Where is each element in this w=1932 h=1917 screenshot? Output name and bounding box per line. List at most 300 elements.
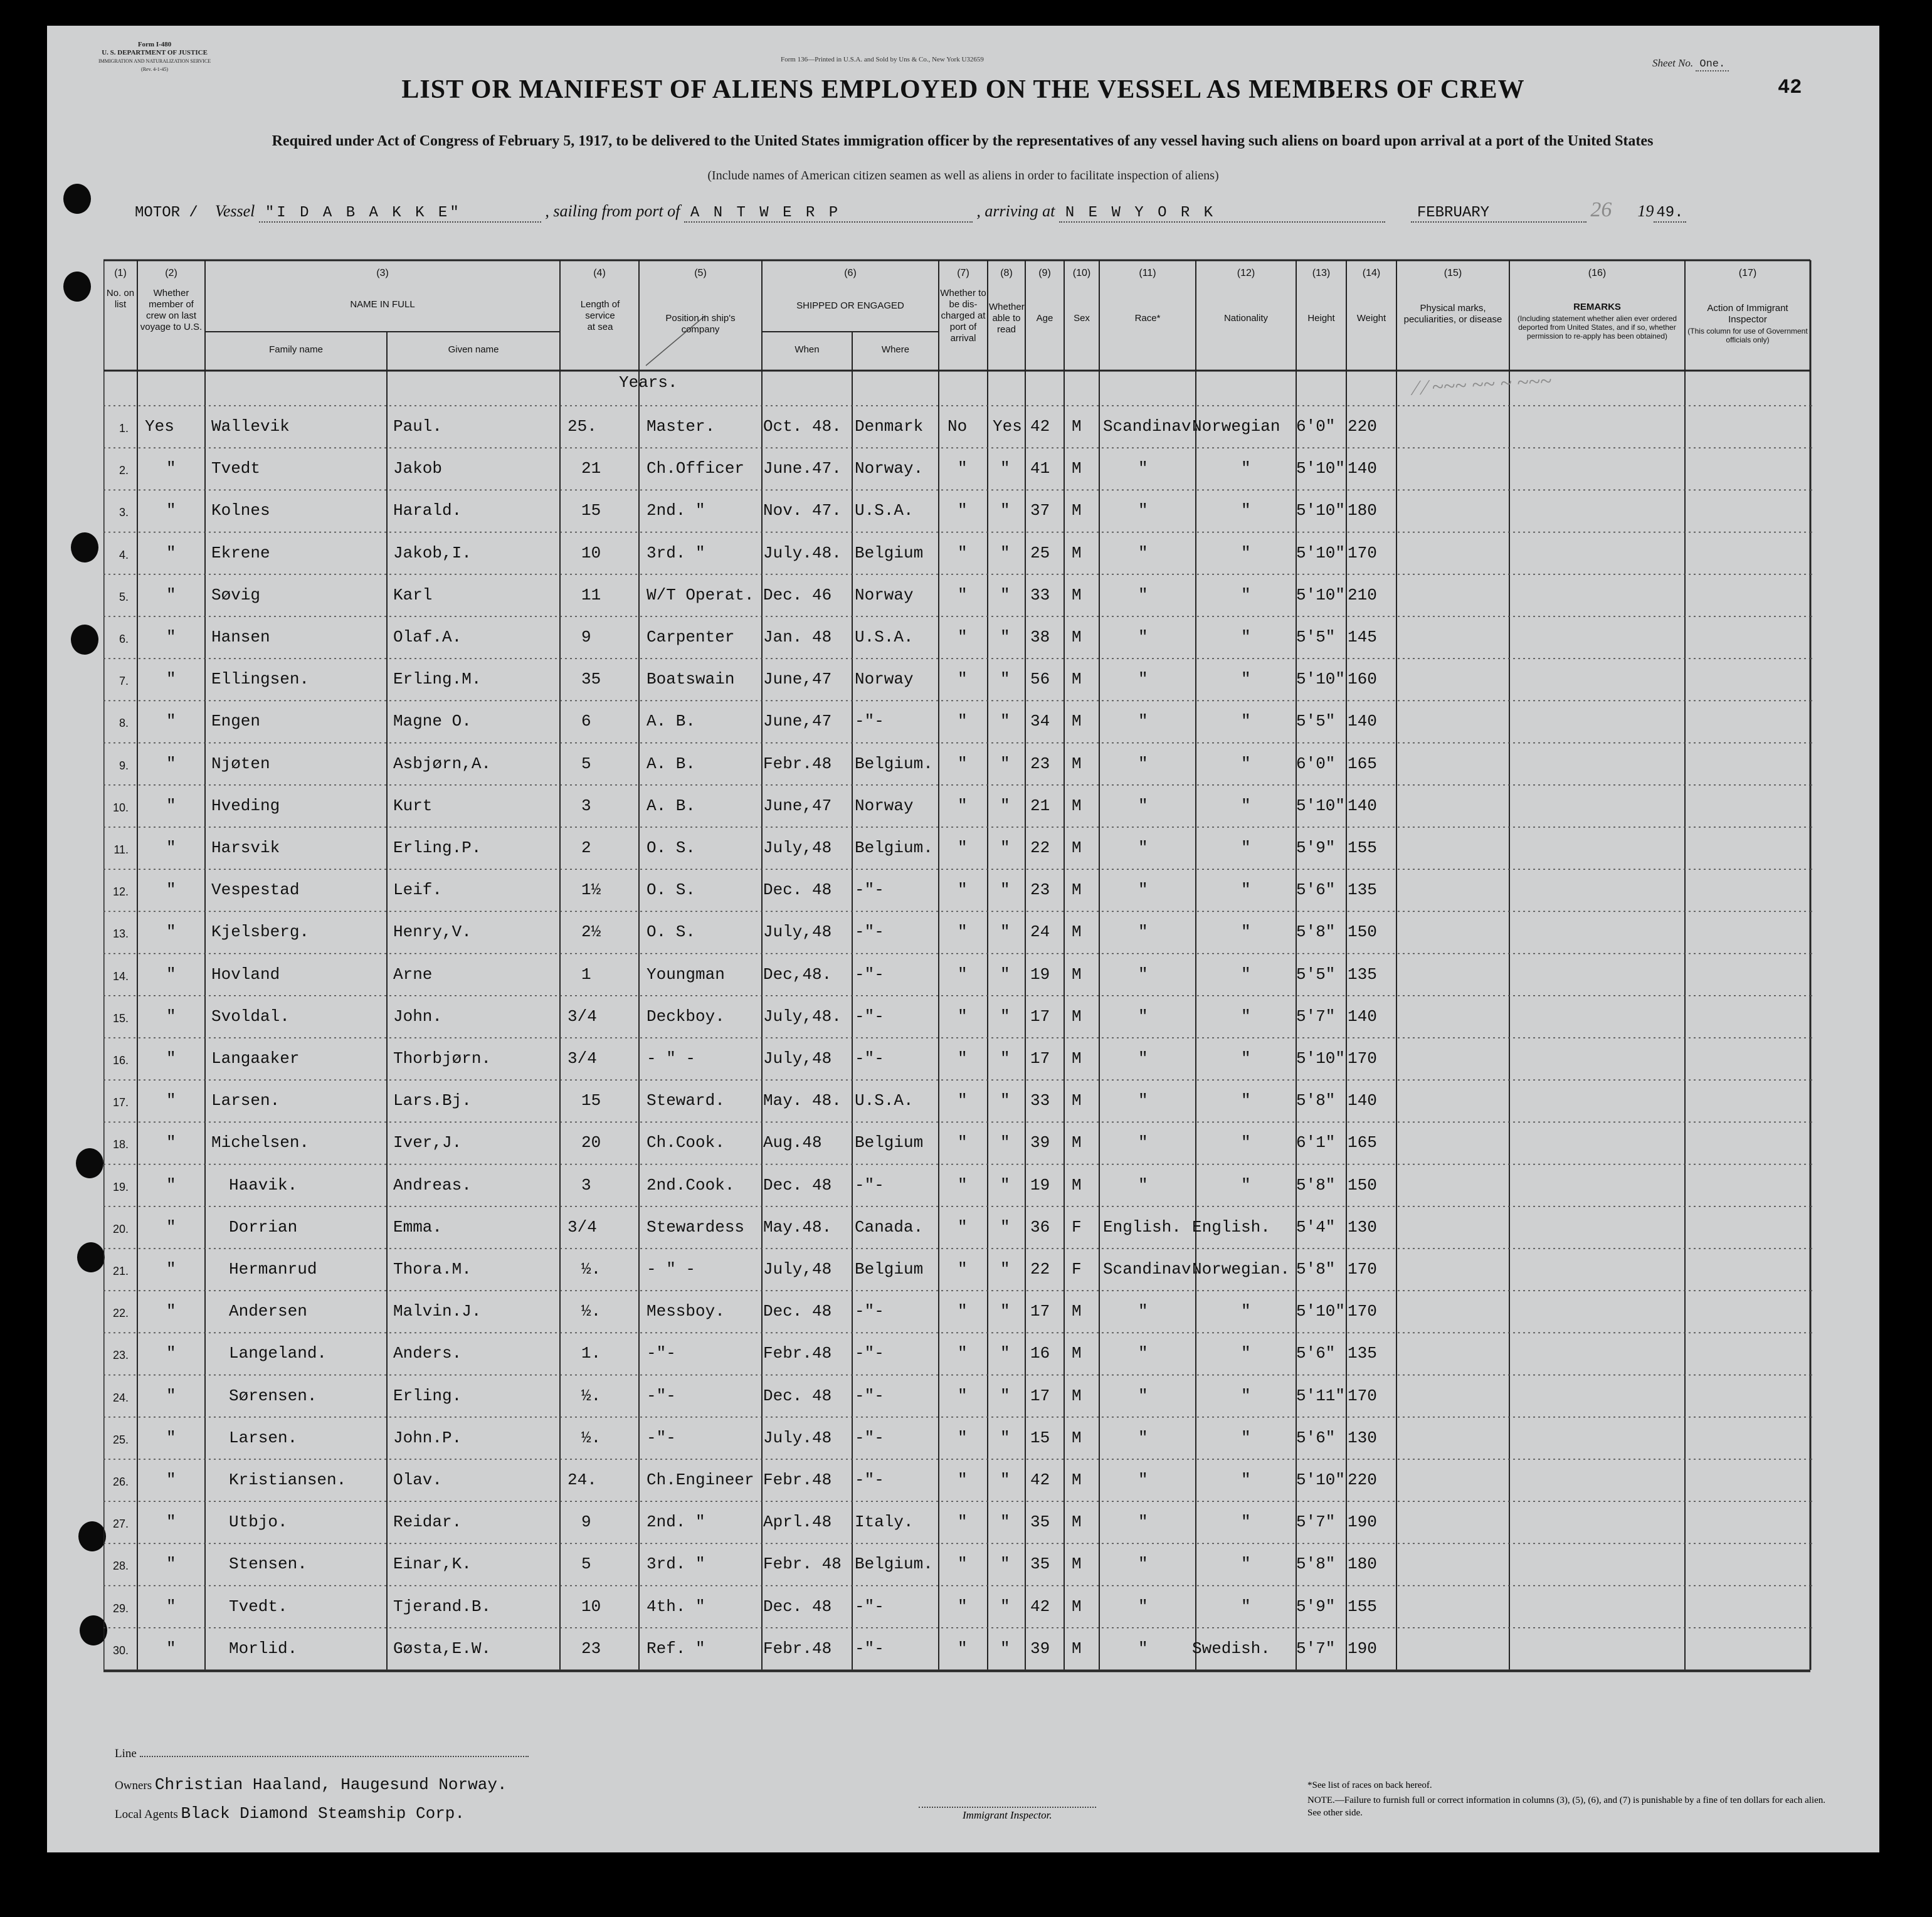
weight-cell: 155 [1348,838,1377,857]
row-number: 27. [112,1518,129,1531]
height-cell: 5'8" [1296,922,1336,942]
able-to-read-cell: " [1000,1006,1010,1026]
family-name-cell: Utbjo. [229,1513,288,1532]
height-cell: 5'10" [1296,585,1346,605]
row-number: 5. [119,590,129,603]
col-number: (16) [1588,268,1607,278]
position-cell: 2nd. " [647,1513,705,1532]
weight-cell: 130 [1348,1217,1377,1237]
owners-label: Owners [115,1779,152,1792]
height-cell: 5'5" [1296,964,1336,984]
position-cell: Carpenter [647,628,735,647]
inspector-signature-line: Immigrant Inspector. [919,1807,1096,1823]
race-cell: " [1138,501,1148,520]
weight-cell: 130 [1348,1428,1377,1447]
shipped-when-cell: Febr. 48 [763,1555,842,1574]
age-cell: 33 [1030,1091,1050,1111]
family-name-cell: Tvedt [211,459,261,478]
able-to-read-cell: " [1000,1133,1010,1153]
age-cell: 15 [1030,1428,1050,1447]
sex-cell: M [1072,1513,1082,1532]
row-number: 15. [112,1011,129,1025]
to-be-discharged-cell: " [958,964,968,984]
able-to-read-cell: " [1000,1471,1010,1489]
row-number: 28. [112,1560,129,1573]
shipped-when-cell: June,47 [763,712,832,731]
crew-table [103,234,1822,1751]
nationality-cell: " [1241,964,1251,984]
weight-cell: 170 [1348,1049,1377,1068]
shipped-where-cell: Belgium [855,543,924,562]
nationality-cell: " [1241,1471,1251,1489]
family-name-cell: Stensen. [229,1555,307,1574]
shipped-when-cell: Dec. 48 [763,880,832,900]
owners-value: Christian Haaland, Haugesund Norway. [154,1775,507,1794]
arriving-label: , arriving at [976,202,1055,220]
nationality-cell: " [1241,922,1251,942]
position-cell: A. B. [647,712,696,731]
row-number: 3. [119,506,129,519]
agents-label: Local Agents [115,1808,178,1821]
arrival-month: FEBRUARY [1411,204,1586,223]
weight-cell: 135 [1348,880,1377,900]
given-name-cell: Reidar. [393,1513,462,1532]
shipped-where-cell: Belgium [855,1133,924,1153]
age-cell: 42 [1030,1471,1050,1489]
sheet-value: One. [1696,58,1729,71]
position-cell: A. B. [647,754,696,773]
race-cell: " [1138,880,1148,900]
race-cell: " [1138,1639,1148,1658]
sex-cell: M [1072,1344,1082,1363]
given-name-cell: Thorbjørn. [393,1049,492,1068]
family-name-cell: Haavik. [229,1175,298,1195]
race-cell: " [1138,838,1148,857]
service-length-cell: ½. [581,1386,601,1405]
shipped-where-cell: -"- [855,1006,884,1026]
race-cell: " [1138,1471,1148,1489]
given-name-cell: Jakob,I. [393,543,472,562]
position-cell: Messboy. [647,1302,725,1321]
shipped-where-cell: -"- [855,922,884,942]
member-last-voyage-cell: " [166,628,176,647]
shipped-when-cell: Dec. 48 [763,1175,832,1195]
to-be-discharged-cell: " [958,1006,968,1026]
age-cell: 16 [1030,1344,1050,1363]
member-last-voyage-cell: " [166,1513,176,1532]
height-cell: 5'10" [1296,543,1346,562]
header-where: Where [881,344,910,355]
age-cell: 35 [1030,1513,1050,1532]
age-cell: 39 [1030,1133,1050,1153]
pencil-annotation: ⁄ ⁄ ~~~ ~~ ~ ~~~ [1413,369,1553,400]
row-number: 6. [119,633,129,645]
row-number: 8. [119,717,129,730]
to-be-discharged-cell: " [958,1344,968,1363]
age-cell: 22 [1030,1260,1050,1279]
row-number: 4. [119,548,129,561]
to-be-discharged-cell: " [958,754,968,773]
to-be-discharged-cell: " [958,1049,968,1068]
member-last-voyage-cell: " [166,1175,176,1195]
family-name-cell: Langaaker [211,1049,300,1068]
header-position: Position in ship's company [665,313,736,335]
member-last-voyage-cell: " [166,585,176,605]
service-length-cell: 3 [581,796,591,815]
document-subnote: (Include names of American citizen seamen as well as aliens in order to facilitate inspection of aliens) [707,169,1219,182]
weight-cell: 140 [1348,1091,1377,1111]
col-number: (15) [1444,268,1462,278]
col-number: (7) [957,268,969,278]
row-number: 30. [112,1644,129,1657]
shipped-when-cell: Dec. 48 [763,1597,832,1616]
race-cell: " [1138,1513,1148,1532]
row-number: 13. [112,927,129,941]
document-subtitle: Required under Act of Congress of February 5, 1917, to be delivered to the United States immigration officer by the representatives of any vessel having such aliens on board upon arrival at a port of the United States [272,133,1654,149]
height-cell: 6'0" [1296,754,1336,773]
age-cell: 19 [1030,964,1050,984]
to-be-discharged-cell: " [958,1302,968,1321]
nationality-cell: " [1241,670,1251,689]
nationality-cell: " [1241,754,1251,773]
sex-cell: M [1072,1386,1082,1405]
service-length-cell: 9 [581,628,591,647]
position-cell: - " - [647,1260,696,1279]
able-to-read-cell: " [1000,1386,1010,1405]
row-number: 23. [112,1349,129,1362]
header-action-detail: (This column for use of Government officials only) [1687,327,1808,344]
shipped-when-cell: Aug.48 [763,1133,822,1153]
to-be-discharged-cell: " [958,1513,968,1532]
header-action: Action of Immigrant Inspector [1707,303,1788,325]
shipped-where-cell: -"- [855,1175,884,1195]
sex-cell: M [1072,880,1082,900]
shipped-where-cell: -"- [855,712,884,731]
service-length-cell: 15 [581,501,601,520]
family-name-cell: Søvig [211,585,261,605]
penalty-note: NOTE.—Failure to furnish full or correct information in columns (3), (5), (6), and (7) is punishable by a fine of ten dollars for each alien. See other side. [1307,1795,1826,1818]
service-length-cell: 23 [581,1639,601,1658]
age-cell: 39 [1030,1639,1050,1658]
age-cell: 19 [1030,1175,1050,1195]
age-cell: 25 [1030,543,1050,562]
family-name-cell: Dorrian [229,1217,298,1237]
nationality-cell: English. [1192,1217,1270,1237]
member-last-voyage-cell: " [166,1555,176,1574]
position-cell: Boatswain [647,670,735,689]
position-cell: 2nd. " [647,501,705,520]
race-cell: " [1138,1428,1148,1447]
member-last-voyage-cell: " [166,670,176,689]
shipped-where-cell: -"- [855,1049,884,1068]
given-name-cell: Olaf.A. [393,628,462,647]
able-to-read-cell: " [1000,1175,1010,1195]
shipped-when-cell: Jan. 48 [763,628,832,647]
given-name-cell: Kurt [393,796,433,815]
member-last-voyage-cell: " [166,1428,176,1447]
weight-cell: 140 [1348,712,1377,731]
form-identifier [98,41,211,73]
given-name-cell: Gøsta,E.W. [393,1639,492,1658]
age-cell: 17 [1030,1049,1050,1068]
nationality-cell: " [1241,459,1251,478]
weight-cell: 180 [1348,501,1377,520]
sex-cell: M [1072,922,1082,942]
weight-cell: 180 [1348,1555,1377,1574]
given-name-cell: Iver,J. [393,1133,462,1153]
sex-cell: M [1072,1049,1082,1068]
col-number: (13) [1312,268,1331,278]
position-cell: 3rd. " [647,543,705,562]
able-to-read-cell: " [1000,585,1010,605]
height-cell: 5'6" [1296,880,1336,900]
shipped-where-cell: -"- [855,964,884,984]
family-name-cell: Michelsen. [211,1133,310,1153]
given-name-cell: Einar,K. [393,1555,472,1574]
vessel-line [135,198,1686,223]
sex-cell: M [1072,1091,1082,1111]
nationality-cell: " [1241,1133,1251,1153]
race-cell: " [1138,670,1148,689]
age-cell: 36 [1030,1217,1050,1237]
to-be-discharged-cell: " [958,1386,968,1405]
shipped-where-cell: -"- [855,1344,884,1363]
given-name-cell: Henry,V. [393,922,472,942]
shipped-when-cell: Febr.48 [763,1639,832,1658]
nationality-cell: " [1241,1175,1251,1195]
service-length-cell: 10 [581,543,601,562]
race-cell: " [1138,1555,1148,1574]
race-cell: " [1138,1344,1148,1363]
shipped-where-cell: -"- [855,1302,884,1321]
service-length-cell: 25. [567,417,597,436]
header-member-last-voyage: Whether member of crew on last voyage to U.S. [140,288,203,332]
form-revision: (Rev. 4-1-45) [141,66,169,72]
shipped-where-cell: Norway [855,670,914,689]
shipped-where-cell: Belgium. [855,754,933,773]
shipped-where-cell: U.S.A. [855,501,914,520]
age-cell: 56 [1030,670,1050,689]
row-number: 7. [119,675,129,688]
race-cell: " [1138,922,1148,942]
position-cell: Ref. " [647,1639,705,1658]
position-cell: Deckboy. [647,1006,725,1026]
sex-cell: M [1072,670,1082,689]
able-to-read-cell: " [1000,922,1010,942]
to-be-discharged-cell: " [958,880,968,900]
nationality-cell: " [1241,1386,1251,1405]
height-cell: 5'10" [1296,1471,1346,1489]
weight-cell: 140 [1348,1006,1377,1026]
member-last-voyage-cell: " [166,964,176,984]
family-name-cell: Njøten [211,754,270,773]
weight-cell: 135 [1348,964,1377,984]
nationality-cell: " [1241,543,1251,562]
row-number: 10. [112,801,129,814]
able-to-read-cell: " [1000,754,1010,773]
age-cell: 17 [1030,1302,1050,1321]
race-cell: " [1138,754,1148,773]
col-number: (1) [114,268,127,278]
given-name-cell: Harald. [393,501,462,520]
row-number: 9. [119,759,129,772]
race-cell: " [1138,1175,1148,1195]
shipped-where-cell: Belgium. [855,1555,933,1574]
height-cell: 5'8" [1296,1091,1336,1111]
punch-hole [78,1521,106,1551]
header-no-on-list: No. on list [106,288,135,310]
row-number: 17. [112,1096,129,1109]
family-name-cell: Kolnes [211,501,270,520]
to-be-discharged-cell: " [958,1260,968,1279]
row-number: 2. [119,464,129,477]
able-to-read-cell: " [1000,796,1010,815]
to-be-discharged-cell: " [958,922,968,942]
member-last-voyage-cell: " [166,838,176,857]
position-cell: O. S. [647,880,696,900]
position-cell: Ch.Cook. [647,1133,725,1153]
shipped-where-cell: Denmark [855,417,924,436]
member-last-voyage-cell: " [166,543,176,562]
age-cell: 22 [1030,838,1050,857]
given-name-cell: Asbjørn,A. [393,754,492,773]
form-number: Form I-480 [137,41,172,48]
weight-cell: 170 [1348,1260,1377,1279]
weight-cell: 220 [1348,417,1377,436]
weight-cell: 220 [1348,1471,1377,1489]
family-name-cell: Vespestad [211,880,300,900]
row-number: 29. [112,1602,129,1615]
service-length-cell: 9 [581,1513,591,1532]
family-name-cell: Kristiansen. [229,1471,347,1489]
header-when: When [794,344,820,355]
family-name-cell: Ekrene [211,543,270,562]
shipped-where-cell: U.S.A. [855,628,914,647]
to-be-discharged-cell: " [958,1471,968,1489]
col-number: (12) [1237,268,1255,278]
nationality-cell: " [1241,1006,1251,1026]
race-cell: " [1138,1302,1148,1321]
to-be-discharged-cell: " [958,1217,968,1237]
header-race: Race* [1134,313,1161,324]
height-cell: 5'7" [1296,1513,1336,1532]
height-cell: 6'1" [1296,1133,1336,1153]
weight-cell: 140 [1348,796,1377,815]
to-be-discharged-cell: " [958,628,968,647]
vessel-prefix: MOTOR / [135,204,198,221]
header-name-in-full: NAME IN FULL [350,299,415,310]
nationality-cell: " [1241,880,1251,900]
nationality-cell: " [1241,1555,1251,1574]
race-cell: " [1138,543,1148,562]
sex-cell: M [1072,1639,1082,1658]
member-last-voyage-cell: " [166,1006,176,1026]
punch-hole [77,1242,105,1272]
printer-line: Form 136—Printed in U.S.A. and Sold by Uns & Co., New York U32659 [781,56,984,63]
header-age: Age [1036,313,1053,324]
weight-cell: 190 [1348,1513,1377,1532]
shipped-when-cell: July,48. [763,1006,842,1026]
punch-hole [63,184,91,214]
years-label: Years. [619,373,678,392]
member-last-voyage-cell: " [166,501,176,520]
sex-cell: M [1072,501,1082,520]
shipped-where-cell: -"- [855,1597,884,1616]
service-name: IMMIGRATION AND NATURALIZATION SERVICE [98,58,211,64]
sheet-label: Sheet No. [1652,57,1694,69]
service-length-cell: 15 [581,1091,601,1111]
shipped-when-cell: July,48 [763,838,832,857]
given-name-cell: Arne [393,964,433,984]
member-last-voyage-cell: " [166,1217,176,1237]
family-name-cell: Larsen. [211,1091,280,1111]
able-to-read-cell: " [1000,880,1010,900]
service-length-cell: 2 [581,838,591,857]
member-last-voyage-cell: " [166,754,176,773]
height-cell: 5'7" [1296,1006,1336,1026]
given-name-cell: Paul. [393,417,443,436]
service-length-cell: 5 [581,754,591,773]
given-name-cell: Erling.P. [393,838,482,857]
able-to-read-cell: " [1000,1428,1010,1447]
service-length-cell: 3/4 [567,1006,597,1026]
col-number: (17) [1738,268,1757,278]
height-cell: 5'6" [1296,1428,1336,1447]
able-to-read-cell: " [1000,1344,1010,1363]
family-name-cell: Hovland [211,964,280,984]
weight-cell: 150 [1348,922,1377,942]
weight-cell: 170 [1348,543,1377,562]
to-be-discharged-cell: " [958,838,968,857]
shipped-when-cell: June,47 [763,670,832,689]
height-cell: 5'8" [1296,1175,1336,1195]
age-cell: 21 [1030,796,1050,815]
header-length-service: Length of service at sea [580,299,620,332]
service-length-cell: 3/4 [567,1049,597,1068]
shipped-where-cell: Norway [855,585,914,605]
to-be-discharged-cell: " [958,543,968,562]
given-name-cell: Tjerand.B. [393,1597,492,1616]
to-be-discharged-cell: " [958,1091,968,1111]
line-label: Line [115,1747,137,1760]
race-cell: " [1138,712,1148,731]
position-cell: Youngman [647,964,725,984]
row-number: 12. [112,885,129,899]
header-able-to-read: Whether able to read [989,302,1025,335]
sex-cell: M [1072,1428,1082,1447]
sex-cell: M [1072,1133,1082,1153]
shipped-where-cell: Belgium. [855,838,933,857]
nationality-cell: " [1241,1597,1251,1616]
service-length-cell: 35 [581,670,601,689]
agents-value: Black Diamond Steamship Corp. [181,1804,465,1823]
shipped-where-cell: -"- [855,1386,884,1405]
punch-hole [76,1148,103,1178]
height-cell: 5'9" [1296,1597,1336,1616]
sex-cell: M [1072,628,1082,647]
to-be-discharged-cell: " [958,1555,968,1574]
shipped-when-cell: Dec. 46 [763,585,832,605]
shipped-when-cell: June.47. [763,459,842,478]
sex-cell: F [1072,1217,1082,1237]
nationality-cell: " [1241,1091,1251,1111]
row-number: 24. [112,1391,129,1404]
nationality-cell: Norwegian. [1192,1260,1291,1279]
height-cell: 5'8" [1296,1260,1336,1279]
position-cell: - " - [647,1049,696,1068]
position-cell: Stewardess [647,1217,745,1237]
race-cell: " [1138,1006,1148,1026]
